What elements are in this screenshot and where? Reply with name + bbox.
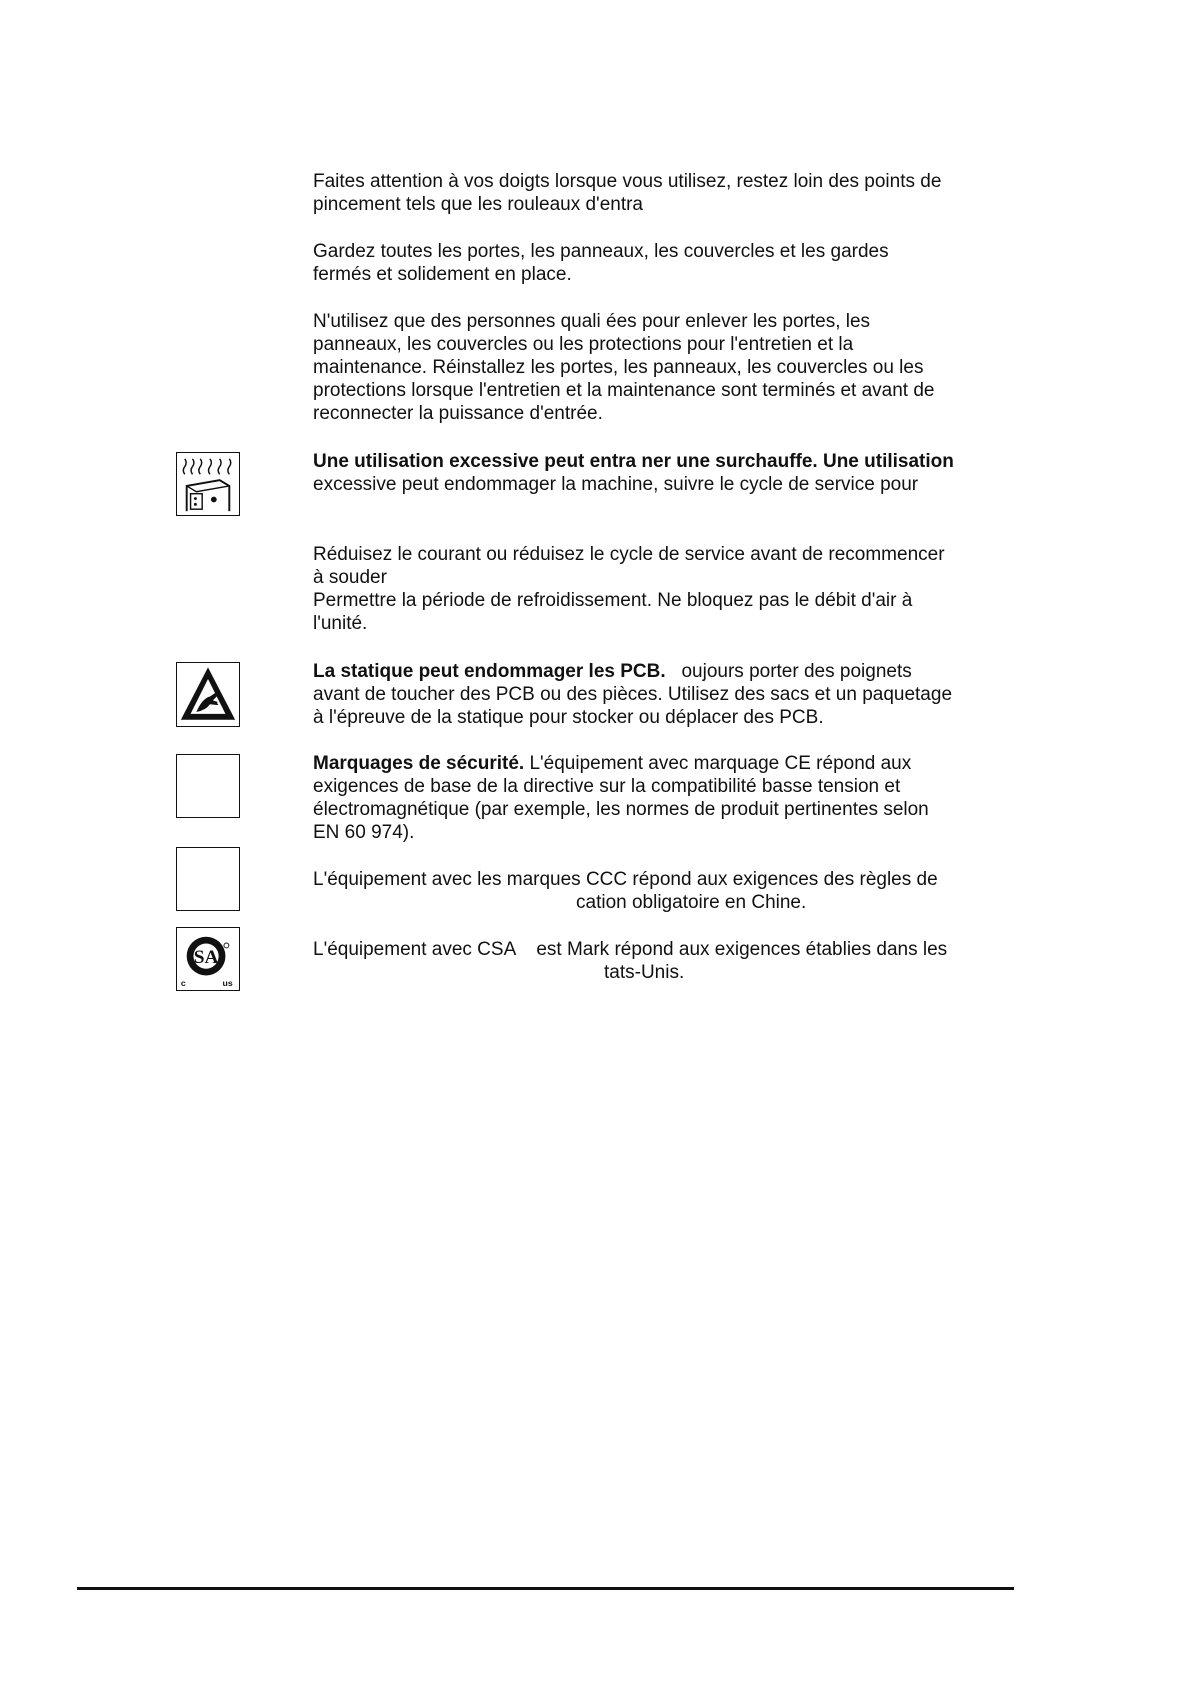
text-line: à l'épreuve de la statique pour stocker ou déplacer des PCB. (313, 707, 824, 728)
text-line: pincement tels que les rouleaux d'entra (313, 194, 643, 215)
text-line: panneaux, les couvercles ou les protections pour l'entretien et la (313, 334, 854, 355)
electrostatic-warning-icon (176, 662, 240, 727)
paragraph-ccc (313, 868, 1023, 914)
text-line: Faites attention à vos doigts lorsque vous utilisez, restez loin des points de (313, 171, 942, 192)
text-line: exigences de base de la directive sur la compatibilité basse tension et (313, 776, 901, 797)
text-line: tats-Unis. (604, 962, 685, 983)
csa-mark-icon (176, 927, 240, 991)
text-line: fermés et solidement en place. (313, 264, 572, 285)
text-line: électromagnétique (par exemple, les normes de produit pertinentes selon (313, 799, 929, 820)
overheat-icon (176, 452, 240, 516)
warning-heading: Marquages de sécurité. (313, 753, 525, 774)
text-line (313, 660, 1023, 683)
text-line: reconnecter la puissance d'entrée. (313, 403, 603, 424)
text-line: maintenance. Réinstallez les portes, les panneaux, les couvercles ou les (313, 357, 924, 378)
csa-c-label: c (180, 978, 186, 989)
paragraph-csa (313, 938, 1023, 984)
paragraph-qualified-personnel (313, 310, 1023, 425)
svg-text:SA: SA (193, 946, 219, 968)
paragraph-keep-doors-closed (313, 240, 1023, 286)
warning-heading: La statique peut endommager les PCB. (313, 661, 666, 682)
text-line: l'unité. (313, 613, 368, 634)
text-line: Gardez toutes les portes, les panneaux, les couvercles et les gardes (313, 241, 889, 262)
ccc-mark-icon (176, 847, 240, 911)
text-line: à souder (313, 567, 387, 588)
text-line: L'équipement avec les marques CCC répond aux exigences des règles de (313, 869, 938, 890)
text-line: L'équipement avec CSA est Mark répond aux exigences établies dans les (313, 939, 948, 960)
footer-divider (77, 1587, 1014, 1590)
text-line: excessive peut endommager la machine, suivre le cycle de service pour (313, 474, 919, 495)
text-line: N'utilisez que des personnes quali ées pour enlever les portes, les (313, 311, 871, 332)
warning-heading: Une utilisation excessive peut entra ner une surchauffe. Une utilisation (313, 451, 954, 472)
csa-us-label: us (222, 978, 233, 989)
paragraph-safety-markings (313, 752, 1023, 844)
text-line: Permettre la période de refroidissement. Ne bloquez pas le débit d'air à (313, 590, 913, 611)
text-fragment: L'équipement avec marquage CE répond aux (524, 753, 912, 774)
text-line: cation obligatoire en Chine. (576, 892, 807, 913)
paragraph-static-pcb (313, 660, 1023, 729)
text-line: protections lorsque l'entretien et la maintenance sont terminés et avant de (313, 380, 935, 401)
text-fragment: oujours porter des poignets (665, 661, 912, 682)
text-line: Réduisez le courant ou réduisez le cycle de service avant de recommencer (313, 544, 945, 565)
text-line: avant de toucher des PCB ou des pièces. Utilisez des sacs et un paquetage (313, 684, 953, 705)
text-line: EN 60 974). (313, 822, 415, 843)
paragraph-overheating (313, 450, 1023, 496)
paragraph-pinch-points (313, 170, 1023, 216)
paragraph-reduce-current (313, 543, 1023, 635)
text-line (313, 752, 1023, 775)
ce-mark-icon (176, 754, 240, 818)
